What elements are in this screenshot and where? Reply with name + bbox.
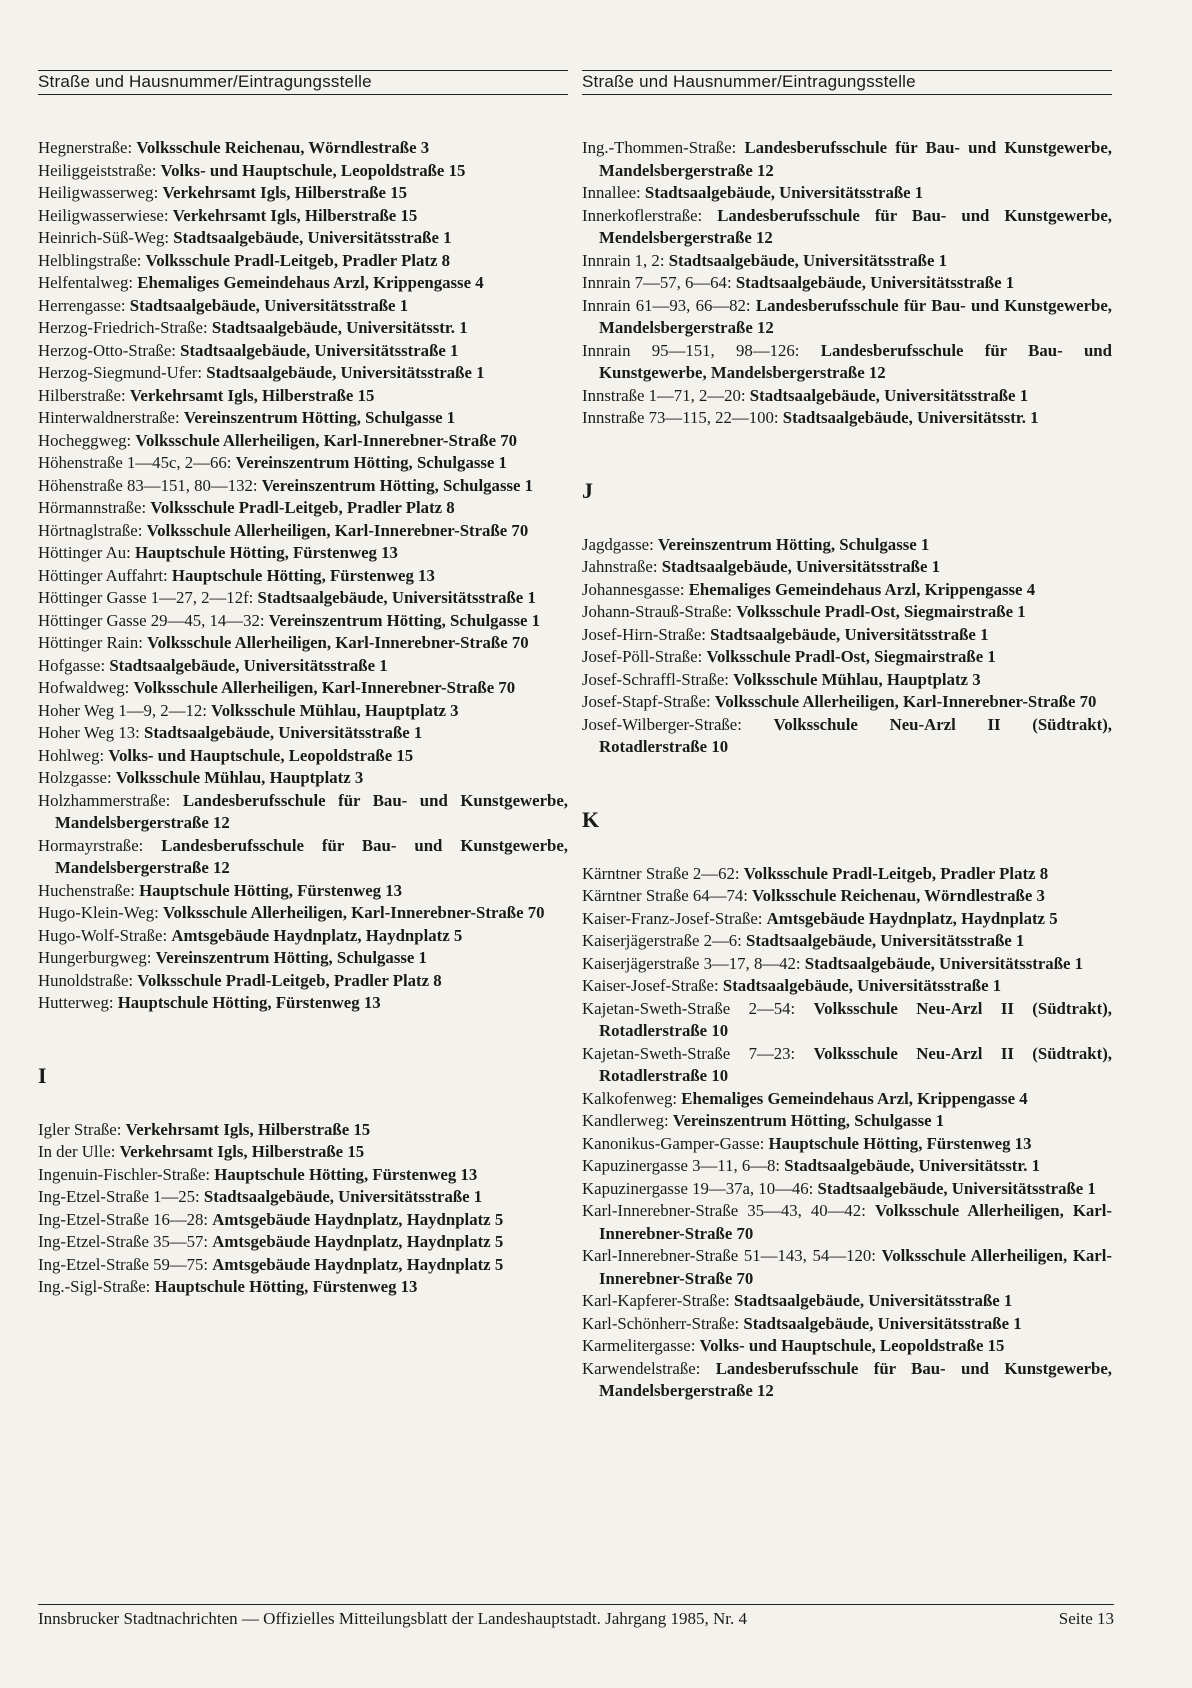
- street-name: Herzog-Siegmund-Ufer:: [38, 363, 203, 382]
- registration-office: Stadtsaalgebäude, Universitätsstraße 1: [710, 624, 989, 644]
- registration-office: Stadtsaalgebäude, Universitätsstraße 1: [668, 250, 947, 270]
- registration-office: Stadtsaalgebäude, Universitätsstraße 1: [743, 1313, 1022, 1333]
- registration-office: Volks- und Hauptschule, Leopoldstraße 15: [699, 1336, 1005, 1355]
- list-item: [38, 295, 568, 318]
- registration-office: Amtsgebäude Haydnplatz, Haydnplatz 5: [212, 1254, 504, 1274]
- list-item: [582, 1043, 1112, 1088]
- registration-office: Volksschule Mühlau, Hauptplatz 3: [733, 669, 981, 689]
- street-name: Innrain 1, 2:: [582, 250, 665, 270]
- registration-office: Stadtsaalgebäude, Universitätsstraße 1: [173, 228, 452, 247]
- list-item: [582, 340, 1112, 385]
- list-item: [582, 908, 1112, 931]
- list-item: [38, 880, 568, 903]
- list-item: [582, 601, 1112, 624]
- registration-office: Volksschule Pradl-Ost, Siegmairstraße 1: [706, 647, 996, 666]
- footer-publication: Innsbrucker Stadtnachrichten — Offizielles Mitteilungsblatt der Landeshauptstadt. Jahrgang 1985, Nr. 4: [38, 1609, 747, 1628]
- entries-i-continued: [582, 137, 1112, 430]
- list-item: [582, 669, 1112, 692]
- street-name: Hutterweg:: [38, 993, 114, 1012]
- list-item: [38, 205, 568, 228]
- registration-office: Volksschule Allerheiligen, Karl-Innerebner-Straße 70: [162, 903, 545, 922]
- street-name: Ing.-Thommen-Straße:: [582, 138, 737, 157]
- list-item: [582, 137, 1112, 182]
- street-name: Heiligwasserweg:: [38, 183, 159, 202]
- registration-office: Hauptschule Hötting, Fürstenweg 13: [134, 543, 398, 562]
- registration-office: Volksschule Neu-Arzl II (Südtrakt), Rotadlerstraße 10: [599, 998, 1112, 1040]
- list-item: [38, 767, 568, 790]
- registration-office: Hauptschule Hötting, Fürstenweg 13: [768, 1133, 1032, 1153]
- registration-office: Vereinszentrum Hötting, Schulgasse 1: [261, 475, 534, 495]
- list-item: [38, 655, 568, 678]
- registration-office: Hauptschule Hötting, Fürstenweg 13: [117, 993, 381, 1012]
- registration-office: Stadtsaalgebäude, Universitätsstr. 1: [784, 1156, 1041, 1175]
- street-name: Kaiser-Franz-Josef-Straße:: [582, 908, 763, 928]
- list-item: [582, 1200, 1112, 1245]
- street-name: Hormayrstraße:: [38, 835, 144, 855]
- registration-office: Vereinszentrum Hötting, Schulgasse 1: [268, 610, 541, 630]
- registration-office: Volksschule Mühlau, Hauptplatz 3: [115, 768, 364, 787]
- list-item: [582, 250, 1112, 273]
- street-name: Heiligwasserwiese:: [38, 205, 169, 225]
- left-column: [38, 70, 568, 1299]
- registration-office: Volksschule Neu-Arzl II (Südtrakt), Rotadlerstraße 10: [599, 1043, 1112, 1085]
- street-name: Heinrich-Süß-Weg:: [38, 228, 169, 247]
- street-name: Johann-Strauß-Straße:: [582, 602, 733, 621]
- street-name: Innrain 61—93, 66—82:: [582, 295, 751, 315]
- registration-office: Ehemaliges Gemeindehaus Arzl, Krippengasse 4: [681, 1088, 1028, 1108]
- list-item: [38, 790, 568, 835]
- street-name: Hoher Weg 13:: [38, 723, 140, 742]
- registration-office: Amtsgebäude Haydnplatz, Haydnplatz 5: [212, 1232, 504, 1251]
- street-name: Kandlerweg:: [582, 1111, 669, 1130]
- registration-office: Vereinszentrum Hötting, Schulgasse 1: [155, 948, 427, 967]
- list-item: [582, 295, 1112, 340]
- street-name: Karwendelstraße:: [582, 1358, 701, 1378]
- list-item: [38, 407, 568, 430]
- list-item: [38, 587, 568, 610]
- list-item: [582, 691, 1112, 714]
- street-name: Ing-Etzel-Straße 59—75:: [38, 1254, 209, 1274]
- street-name: Karl-Innerebner-Straße 51—143, 54—120:: [582, 1246, 876, 1265]
- registration-office: Stadtsaalgebäude, Universitätsstraße 1: [817, 1178, 1096, 1198]
- list-item: [38, 362, 568, 385]
- list-item: [38, 902, 568, 925]
- list-item: [38, 992, 568, 1015]
- list-item: [582, 1110, 1112, 1133]
- registration-office: Verkehrsamt Igls, Hilberstraße 15: [162, 183, 407, 202]
- right-entries: [582, 137, 1112, 1403]
- street-name: Josef-Hirn-Straße:: [582, 624, 706, 644]
- registration-office: Volksschule Pradl-Leitgeb, Pradler Platz 8: [150, 498, 455, 517]
- street-name: In der Ulle:: [38, 1142, 116, 1161]
- right-column-header: Straße und Hausnummer/Eintragungsstelle: [582, 70, 1112, 95]
- list-item: [582, 885, 1112, 908]
- registration-office: Vereinszentrum Hötting, Schulgasse 1: [657, 534, 930, 554]
- street-name: Hugo-Wolf-Straße:: [38, 925, 168, 945]
- registration-office: Verkehrsamt Igls, Hilberstraße 15: [119, 1142, 365, 1161]
- registration-office: Hauptschule Hötting, Fürstenweg 13: [171, 565, 435, 585]
- registration-office: Volksschule Allerheiligen, Karl-Innerebner-Straße 70: [146, 520, 529, 540]
- street-name: Kärntner Straße 2—62:: [582, 863, 740, 883]
- registration-office: Stadtsaalgebäude, Universitätsstraße 1: [661, 557, 940, 576]
- footer-page-number: Seite 13: [1058, 1609, 1114, 1628]
- section-letter-j: J: [582, 477, 593, 503]
- list-item: [582, 1245, 1112, 1290]
- list-item: [582, 930, 1112, 953]
- list-item: [582, 1178, 1112, 1201]
- list-item: [38, 137, 568, 160]
- street-name: Hofwaldweg:: [38, 678, 130, 697]
- list-item: [38, 947, 568, 970]
- registration-office: Landesberufsschule für Bau- und Kunstgewerbe, Mandelsbergerstraße 12: [599, 1358, 1113, 1400]
- registration-office: Landesberufsschule für Bau- und Kunstgewerbe, Mendelsbergerstraße 12: [599, 205, 1113, 247]
- street-name: Karmelitergasse:: [582, 1336, 696, 1355]
- list-item: [38, 1119, 568, 1142]
- registration-office: Volksschule Allerheiligen, Karl-Innerebner-Straße 70: [714, 692, 1097, 711]
- street-name: Hunoldstraße:: [38, 970, 134, 990]
- street-name: Ing-Etzel-Straße 1—25:: [38, 1187, 200, 1206]
- list-item: [38, 250, 568, 273]
- street-name: Ing.-Sigl-Straße:: [38, 1277, 151, 1296]
- registration-office: Amtsgebäude Haydnplatz, Haydnplatz 5: [171, 925, 463, 945]
- list-item: [38, 340, 568, 363]
- list-item: [582, 953, 1112, 976]
- street-name: Kaiser-Josef-Straße:: [582, 976, 719, 995]
- registration-office: Volksschule Pradl-Leitgeb, Pradler Platz 8: [137, 970, 442, 990]
- street-name: Hörtnaglstraße:: [38, 520, 143, 540]
- street-name: Ingenuin-Fischler-Straße:: [38, 1164, 211, 1184]
- street-name: Helblingstraße:: [38, 250, 142, 270]
- street-name: Herzog-Friedrich-Straße:: [38, 318, 208, 337]
- street-name: Hungerburgweg:: [38, 948, 152, 967]
- list-item: [38, 430, 568, 453]
- street-name: Huchenstraße:: [38, 880, 135, 900]
- list-item: [38, 1186, 568, 1209]
- list-item: [582, 1335, 1112, 1358]
- registration-office: Stadtsaalgebäude, Universitätsstraße 1: [735, 273, 1015, 292]
- section-letter-i: I: [38, 1062, 47, 1088]
- list-item: [582, 624, 1112, 647]
- registration-office: Stadtsaalgebäude, Universitätsstraße 1: [144, 723, 423, 742]
- left-column-header: Straße und Hausnummer/Eintragungsstelle: [38, 70, 568, 95]
- registration-office: Volksschule Allerheiligen, Karl-Innerebner-Straße 70: [147, 633, 529, 652]
- street-name: Josef-Schraffl-Straße:: [582, 669, 729, 689]
- entries-i: [38, 1119, 568, 1299]
- list-item: [582, 1088, 1112, 1111]
- street-name: Hörmannstraße:: [38, 498, 147, 517]
- street-name: Höttinger Au:: [38, 543, 131, 562]
- registration-office: Landesberufsschule für Bau- und Kunstgewerbe, Mandelsbergerstraße 12: [55, 835, 569, 877]
- registration-office: Volksschule Allerheiligen, Karl-Innerebner-Straße 70: [599, 1246, 1112, 1288]
- street-name: Kaiserjägerstraße 3—17, 8—42:: [582, 953, 801, 973]
- registration-office: Verkehrsamt Igls, Hilberstraße 15: [125, 1119, 371, 1139]
- street-name: Hohlweg:: [38, 745, 105, 765]
- registration-office: Stadtsaalgebäude, Universitätsstraße 1: [644, 183, 924, 202]
- entries-k: [582, 863, 1112, 1403]
- street-name: Innallee:: [582, 183, 641, 202]
- list-item: [38, 542, 568, 565]
- street-name: Kajetan-Sweth-Straße 7—23:: [582, 1043, 796, 1063]
- registration-office: Volksschule Allerheiligen, Karl-Innerebner-Straße 70: [135, 430, 518, 450]
- list-item: [38, 925, 568, 948]
- list-item: [582, 205, 1112, 250]
- registration-office: Stadtsaalgebäude, Universitätsstr. 1: [782, 408, 1039, 427]
- list-item: [38, 1141, 568, 1164]
- street-name: Karl-Kapferer-Straße:: [582, 1291, 730, 1310]
- section-letter-k: K: [582, 806, 600, 832]
- registration-office: Stadtsaalgebäude, Universitätsstraße 1: [109, 655, 388, 675]
- list-item: [38, 1231, 568, 1254]
- list-item: [38, 677, 568, 700]
- street-name: Kaiserjägerstraße 2—6:: [582, 931, 742, 950]
- street-name: Innrain 7—57, 6—64:: [582, 273, 732, 292]
- street-name: Karl-Innerebner-Straße 35—43, 40—42:: [582, 1201, 866, 1220]
- list-item: [38, 565, 568, 588]
- list-item: [38, 452, 568, 475]
- registration-office: Volksschule Mühlau, Hauptplatz 3: [211, 700, 459, 720]
- registration-office: Amtsgebäude Haydnplatz, Haydnplatz 5: [212, 1209, 504, 1229]
- list-item: [582, 272, 1112, 295]
- list-item: [582, 1290, 1112, 1313]
- street-name: Herrengasse:: [38, 295, 126, 315]
- street-name: Holzgasse:: [38, 768, 112, 787]
- list-item: [38, 632, 568, 655]
- list-item: [582, 556, 1112, 579]
- registration-office: Volks- und Hauptschule, Leopoldstraße 15: [160, 160, 466, 180]
- street-name: Kapuzinergasse 19—37a, 10—46:: [582, 1178, 814, 1198]
- registration-office: Verkehrsamt Igls, Hilberstraße 15: [172, 205, 418, 225]
- registration-office: Hauptschule Hötting, Fürstenweg 13: [214, 1164, 478, 1184]
- registration-office: Stadtsaalgebäude, Universitätsstraße 1: [180, 340, 459, 360]
- list-item: [582, 975, 1112, 998]
- registration-office: Ehemaliges Gemeindehaus Arzl, Krippengasse 4: [688, 579, 1036, 599]
- street-name: Höttinger Rain:: [38, 633, 143, 652]
- street-name: Kalkofenweg:: [582, 1088, 678, 1108]
- list-item: [582, 1155, 1112, 1178]
- entries-h: [38, 137, 568, 1015]
- registration-office: Volksschule Reichenau, Wörndlestraße 3: [752, 886, 1045, 905]
- registration-office: Stadtsaalgebäude, Universitätsstraße 1: [722, 976, 1002, 995]
- list-item: [38, 227, 568, 250]
- street-name: Innrain 95—151, 98—126:: [582, 340, 800, 360]
- street-name: Holzhammerstraße:: [38, 790, 171, 810]
- street-name: Hugo-Klein-Weg:: [38, 903, 159, 922]
- registration-office: Stadtsaalgebäude, Universitätsstraße 1: [206, 363, 485, 382]
- street-name: Herzog-Otto-Straße:: [38, 340, 176, 360]
- list-item: [38, 475, 568, 498]
- list-item: [38, 1209, 568, 1232]
- list-item: [38, 497, 568, 520]
- street-name: Ing-Etzel-Straße 35—57:: [38, 1232, 209, 1251]
- registration-office: Stadtsaalgebäude, Universitätsstraße 1: [749, 385, 1029, 405]
- registration-office: Volksschule Reichenau, Wörndlestraße 3: [136, 138, 430, 157]
- list-item: [582, 534, 1112, 557]
- list-item: [38, 835, 568, 880]
- list-item: [38, 970, 568, 993]
- registration-office: Ehemaliges Gemeindehaus Arzl, Krippengasse 4: [137, 273, 484, 292]
- street-name: Hocheggweg:: [38, 430, 132, 450]
- street-name: Innstraße 1—71, 2—20:: [582, 385, 746, 405]
- list-item: [38, 520, 568, 543]
- entries-j: [582, 534, 1112, 759]
- registration-office: Amtsgebäude Haydnplatz, Haydnplatz 5: [766, 908, 1058, 928]
- list-item: [38, 745, 568, 768]
- street-name: Heiliggeiststraße:: [38, 160, 157, 180]
- street-name: Hofgasse:: [38, 655, 106, 675]
- list-item: [38, 385, 568, 408]
- street-name: Ing-Etzel-Straße 16—28:: [38, 1209, 209, 1229]
- list-item: [582, 385, 1112, 408]
- right-column: [582, 70, 1112, 1403]
- registration-office: Landesberufsschule für Bau- und Kunstgewerbe, Mandelsbergerstraße 12: [599, 138, 1112, 180]
- list-item: [582, 863, 1112, 886]
- street-name: Helfentalweg:: [38, 273, 134, 292]
- list-item: [582, 998, 1112, 1043]
- list-item: [38, 1276, 568, 1299]
- street-name: Hilberstraße:: [38, 385, 126, 405]
- street-name: Höttinger Gasse 1—27, 2—12f:: [38, 588, 254, 607]
- list-item: [582, 1133, 1112, 1156]
- street-name: Höttinger Gasse 29—45, 14—32:: [38, 610, 265, 630]
- street-name: Kapuzinergasse 3—11, 6—8:: [582, 1156, 781, 1175]
- street-name: Kanonikus-Gamper-Gasse:: [582, 1133, 765, 1153]
- registration-office: Volksschule Allerheiligen, Karl-Innerebner-Straße 70: [133, 678, 516, 697]
- list-item: [582, 407, 1112, 430]
- street-name: Kärntner Straße 64—74:: [582, 886, 748, 905]
- registration-office: Hauptschule Hötting, Fürstenweg 13: [139, 880, 403, 900]
- registration-office: Stadtsaalgebäude, Universitätsstraße 1: [746, 931, 1025, 950]
- registration-office: Volks- und Hauptschule, Leopoldstraße 15: [108, 745, 414, 765]
- registration-office: Volksschule Pradl-Leitgeb, Pradler Platz 8: [743, 863, 1049, 883]
- left-entries: [38, 137, 568, 1299]
- registration-office: Stadtsaalgebäude, Universitätsstraße 1: [804, 953, 1084, 973]
- registration-office: Verkehrsamt Igls, Hilberstraße 15: [129, 385, 375, 405]
- registration-office: Stadtsaalgebäude, Universitätsstraße 1: [203, 1187, 483, 1206]
- street-name: Karl-Schönherr-Straße:: [582, 1313, 740, 1333]
- street-name: Hegnerstraße:: [38, 138, 133, 157]
- street-name: Josef-Stapf-Straße:: [582, 692, 711, 711]
- street-name: Johannesgasse:: [582, 579, 685, 599]
- street-name: Höttinger Auffahrt:: [38, 565, 168, 585]
- registration-office: Stadtsaalgebäude, Universitätsstraße 1: [257, 588, 536, 607]
- registration-office: Hauptschule Hötting, Fürstenweg 13: [154, 1277, 418, 1296]
- list-item: [38, 1254, 568, 1277]
- registration-office: Landesberufsschule für Bau- und Kunstgewerbe, Mandelsbergerstraße 12: [599, 295, 1112, 337]
- registration-office: Vereinszentrum Hötting, Schulgasse 1: [672, 1111, 945, 1130]
- registration-office: Stadtsaalgebäude, Universitätsstraße 1: [734, 1291, 1013, 1310]
- list-item: [38, 700, 568, 723]
- registration-office: Stadtsaalgebäude, Universitätsstraße 1: [129, 295, 409, 315]
- street-name: Kajetan-Sweth-Straße 2—54:: [582, 998, 796, 1018]
- registration-office: Vereinszentrum Hötting, Schulgasse 1: [183, 408, 456, 427]
- list-item: [38, 182, 568, 205]
- street-name: Innstraße 73—115, 22—100:: [582, 408, 779, 427]
- street-name: Igler Straße:: [38, 1119, 122, 1139]
- list-item: [38, 1164, 568, 1187]
- street-name: Hinterwaldnerstraße:: [38, 408, 180, 427]
- list-item: [38, 610, 568, 633]
- list-item: [38, 272, 568, 295]
- list-item: [582, 1313, 1112, 1336]
- street-name: Jahnstraße:: [582, 557, 658, 576]
- street-name: Höhenstraße 1—45c, 2—66:: [38, 453, 232, 472]
- street-name: Josef-Wilberger-Straße:: [582, 714, 742, 734]
- street-name: Höhenstraße 83—151, 80—132:: [38, 475, 258, 495]
- registration-office: Volksschule Pradl-Ost, Siegmairstraße 1: [736, 602, 1026, 621]
- list-item: [38, 160, 568, 183]
- street-name: Innerkoflerstraße:: [582, 205, 703, 225]
- street-name: Josef-Pöll-Straße:: [582, 647, 703, 666]
- page-footer: [38, 1604, 1114, 1630]
- list-item: [582, 579, 1112, 602]
- street-name: Jagdgasse:: [582, 534, 654, 554]
- list-item: [38, 722, 568, 745]
- registration-office: Volksschule Neu-Arzl II (Südtrakt), Rotadlerstraße 10: [599, 714, 1112, 756]
- list-item: [38, 317, 568, 340]
- registration-office: Volksschule Allerheiligen, Karl-Innerebner-Straße 70: [599, 1201, 1112, 1243]
- list-item: [582, 1358, 1112, 1403]
- registration-office: Volksschule Pradl-Leitgeb, Pradler Platz 8: [145, 250, 451, 270]
- registration-office: Landesberufsschule für Bau- und Kunstgewerbe, Mandelsbergerstraße 12: [55, 790, 569, 832]
- registration-office: Landesberufsschule für Bau- und Kunstgewerbe, Mandelsbergerstraße 12: [599, 340, 1112, 382]
- street-name: Hoher Weg 1—9, 2—12:: [38, 700, 207, 720]
- registration-office: Stadtsaalgebäude, Universitätsstr. 1: [211, 318, 468, 337]
- list-item: [582, 714, 1112, 759]
- registration-office: Vereinszentrum Hötting, Schulgasse 1: [235, 453, 507, 472]
- list-item: [582, 646, 1112, 669]
- list-item: [582, 182, 1112, 205]
